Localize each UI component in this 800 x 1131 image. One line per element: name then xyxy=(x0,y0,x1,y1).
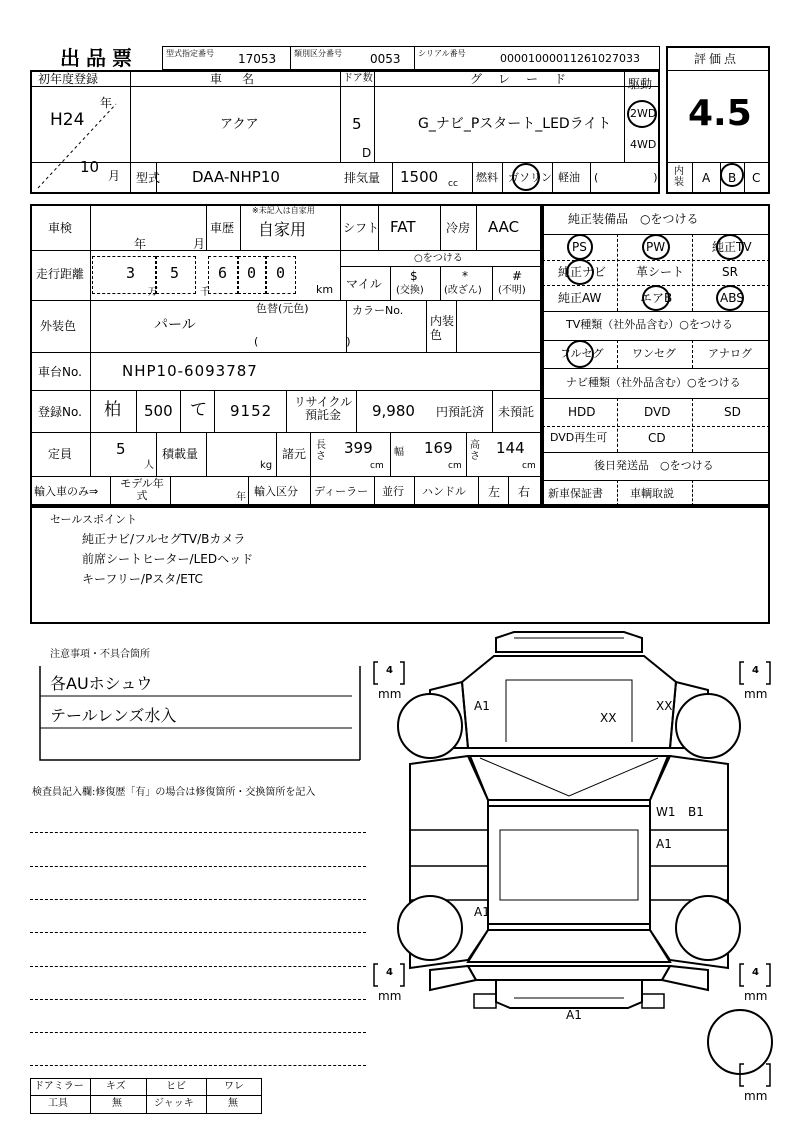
ac-value: AAC xyxy=(488,218,520,236)
sales-line-3: キーフリー/Pスタ/ETC xyxy=(82,572,203,586)
length-label: 長さ xyxy=(316,440,326,462)
mile-label: マイル xyxy=(346,277,382,291)
type-designation-label: 型式指定番号 xyxy=(166,49,214,58)
handle-label: ハンドル xyxy=(422,485,466,498)
tire-unit-spare: mm xyxy=(744,1089,768,1103)
equip-tv: 純正TV xyxy=(712,240,752,254)
inspection-month-char: 月 xyxy=(193,237,206,251)
tire-depth-rear-right: 4 xyxy=(752,967,759,978)
chassis-value: NHP10-6093787 xyxy=(122,362,258,380)
interior-b-circle xyxy=(720,163,744,187)
mileage-digit-2: 5 xyxy=(170,264,180,282)
tire-depth-front-right: 4 xyxy=(752,665,759,676)
first-reg-year-char: 年 xyxy=(100,96,113,110)
mileage-digit-4: 0 xyxy=(247,264,257,282)
sales-title: セールスポイント xyxy=(50,513,138,526)
drive-4wd: 4WD xyxy=(630,138,657,151)
recycle-not: 未預託 xyxy=(498,405,535,419)
registration-label: 登録No. xyxy=(38,405,82,419)
mileage-man-char: 万 xyxy=(148,287,158,298)
drive-2wd-circle xyxy=(627,100,657,128)
first-reg-era: H24 xyxy=(50,110,85,130)
model-year-unit: 年 xyxy=(236,492,246,503)
car-damage-diagram xyxy=(370,630,780,1110)
import-label: 輸入車のみ⇒ xyxy=(34,485,99,498)
ac-label: 冷房 xyxy=(446,221,471,235)
registration-area: 柏 xyxy=(104,400,121,420)
interior-label: 内装 xyxy=(674,166,684,188)
doors-label: ドア数 xyxy=(343,73,373,84)
mile-unknown-symbol: # xyxy=(512,269,523,283)
serial-value: 00001000011261027033 xyxy=(500,52,640,65)
interior-b: B xyxy=(728,171,737,185)
score-label: 評価点 xyxy=(694,52,740,66)
notes-line-2: テールレンズ水入 xyxy=(50,706,177,725)
capacity-value: 5 xyxy=(116,440,126,458)
car-name-label: 車 名 xyxy=(210,72,259,86)
navi-title: ナビ種類（社外品含む）○をつける xyxy=(566,376,741,389)
model-label: 型式 xyxy=(136,171,161,185)
damage-mark-front-left-fender: A1 xyxy=(474,699,490,713)
fuel-gasoline: ガソリン xyxy=(508,171,552,184)
color-no-label: カラーNo. xyxy=(352,304,404,317)
mileage-km-unit: km xyxy=(316,283,334,296)
table-header-break: ワレ xyxy=(224,1081,244,1092)
tire-unit-front-right: mm xyxy=(744,687,768,701)
damage-mark-front-right-fender: XX xyxy=(656,699,673,713)
width-label: 幅 xyxy=(394,447,404,458)
displacement-unit: cc xyxy=(448,179,458,189)
width-unit: cm xyxy=(448,461,462,471)
drive-2wd: 2WD xyxy=(630,107,657,120)
mileage-digits xyxy=(90,250,340,300)
equip-tv-circle xyxy=(716,234,744,260)
sales-line-1: 純正ナビ/フルセグTV/Bカメラ xyxy=(82,532,246,546)
mile-swap-label: (交換) xyxy=(396,285,424,296)
mileage-digit-5: 0 xyxy=(276,264,286,282)
tire-unit-rear-right: mm xyxy=(744,989,768,1003)
score-value: 4.5 xyxy=(688,93,752,134)
mileage-digit-1: 3 xyxy=(126,264,136,282)
history-note: ※未記入は自家用 xyxy=(252,206,315,215)
chassis-label: 車台No. xyxy=(38,365,82,379)
repaint-paren: ( ) xyxy=(254,335,351,348)
equip-leather: 革シート xyxy=(636,265,685,279)
tv-fullseg-circle xyxy=(566,340,594,368)
recycle-value: 9,980 xyxy=(372,402,415,420)
tire-bracket-spare xyxy=(738,1062,772,1092)
inspector-lines xyxy=(30,832,366,1072)
fuel-other: ( ) xyxy=(594,171,658,184)
table-cell-jack: ジャッキ xyxy=(154,1098,194,1109)
category-value: 0053 xyxy=(370,52,401,66)
notes-title: 注意事項・不具合箇所 xyxy=(50,649,150,660)
fuel-diesel: 軽油 xyxy=(558,171,580,184)
width-value: 169 xyxy=(424,439,453,457)
equip-ps: PS xyxy=(572,240,587,254)
dealer-label: ディーラー xyxy=(314,485,369,498)
recycle-label: リサイクル預託金 xyxy=(293,395,353,422)
mile-unknown-label: (不明) xyxy=(498,285,526,296)
inspection-year-char: 年 xyxy=(134,237,147,251)
displacement-label: 排気量 xyxy=(344,171,381,185)
navi-sd: SD xyxy=(724,405,741,419)
sales-line-2: 前席シートヒーター/LEDヘッド xyxy=(82,552,254,566)
later-title: 後日発送品 ○をつける xyxy=(594,459,714,472)
equip-ps-circle xyxy=(567,234,593,260)
handle-left: 左 xyxy=(488,485,501,499)
tire-unit-rear-left: mm xyxy=(378,989,402,1003)
form-title: 出品票 xyxy=(60,46,138,70)
table-cell-tools-value: 無 xyxy=(112,1098,122,1109)
registration-number: 9152 xyxy=(230,402,273,420)
serial-label: シリアル番号 xyxy=(418,49,466,58)
damage-mark-right-glass: W1 xyxy=(656,805,676,819)
shift-value: FAT xyxy=(390,218,416,236)
load-label: 積載量 xyxy=(162,447,199,461)
notes-line-1: 各AUホシュウ xyxy=(50,674,153,693)
navi-dvd: DVD xyxy=(644,405,671,419)
history-value: 自家用 xyxy=(258,220,307,239)
first-reg-diagonal xyxy=(32,88,128,192)
height-label: 高さ xyxy=(470,440,480,462)
mileage-digit-3: 6 xyxy=(218,264,228,282)
table-header-crack: ヒビ xyxy=(166,1081,186,1092)
tv-analog: アナログ xyxy=(708,347,752,360)
tv-oneseg: ワンセグ xyxy=(632,347,676,360)
interior-color-label: 内装色 xyxy=(430,314,455,342)
equip-airbag: エアB xyxy=(640,291,673,305)
damage-mark-right-dent: B1 xyxy=(688,805,704,819)
height-value: 144 xyxy=(496,439,525,457)
load-unit: kg xyxy=(260,460,273,471)
repaint-label: 色替(元色) xyxy=(256,302,309,315)
height-unit: cm xyxy=(522,461,536,471)
drive-label: 駆動 xyxy=(628,77,653,91)
exterior-label: 外装色 xyxy=(40,319,77,333)
tv-fullseg: フルセグ xyxy=(560,347,604,360)
capacity-unit: 人 xyxy=(144,460,154,471)
equip-abs-circle xyxy=(716,285,744,311)
doors-suffix: D xyxy=(362,146,372,160)
exterior-value: パール xyxy=(154,317,196,333)
doors-value: 5 xyxy=(352,115,362,133)
import-class-label: 輸入区分 xyxy=(254,485,298,498)
inspection-label: 車検 xyxy=(48,221,73,235)
parallel-label: 並行 xyxy=(382,485,404,498)
equip-pw: PW xyxy=(646,240,666,254)
interior-a: A xyxy=(702,171,711,185)
tv-title: TV種類（社外品含む）○をつける xyxy=(566,318,733,331)
damage-mark-right-rear-door: A1 xyxy=(656,837,672,851)
mileage-sen-char: 千 xyxy=(200,287,210,298)
inspector-title: 検査員記入欄:修復歴「有」の場合は修復箇所・交換箇所を記入 xyxy=(32,787,316,798)
registration-kana: て xyxy=(190,400,207,420)
table-header-mirror: ドアミラー xyxy=(34,1081,84,1092)
equip-pw-circle xyxy=(642,234,670,260)
tire-depth-front-left: 4 xyxy=(386,665,393,676)
damage-mark-rear-bumper: A1 xyxy=(566,1008,582,1022)
navi-hdd: HDD xyxy=(568,405,596,419)
damage-mark-hood: XX xyxy=(600,711,617,725)
model-value: DAA-NHP10 xyxy=(192,168,280,186)
category-label: 類別区分番号 xyxy=(294,49,342,58)
vehicle-manual: 車輌取説 xyxy=(630,487,674,500)
length-value: 399 xyxy=(344,439,373,457)
fuel-label: 燃料 xyxy=(476,171,498,184)
registration-class: 500 xyxy=(144,402,173,420)
table-cell-jack-value: 無 xyxy=(228,1098,238,1109)
length-unit: cm xyxy=(370,461,384,471)
first-reg-month: 10 xyxy=(80,158,100,176)
equip-aw: 純正AW xyxy=(558,291,602,305)
mile-tamper-symbol: * xyxy=(462,269,468,283)
mile-swap-symbol: $ xyxy=(410,269,418,283)
genuine-title: 純正装備品 ○をつける xyxy=(568,212,699,226)
shift-label: シフト xyxy=(343,221,380,235)
dvd-playback: DVD再生可 xyxy=(550,431,608,444)
car-name-value: アクア xyxy=(220,117,259,132)
first-reg-month-char: 月 xyxy=(108,169,121,183)
equip-airbag-circle xyxy=(640,285,673,311)
equip-sr: SR xyxy=(722,265,738,279)
type-designation-value: 17053 xyxy=(238,52,277,66)
tire-unit-front-left: mm xyxy=(378,687,402,701)
warranty-book: 新車保証書 xyxy=(548,487,603,500)
tire-depth-rear-left: 4 xyxy=(386,967,393,978)
mile-circle-note: ○をつける xyxy=(414,253,463,264)
equip-navi: 純正ナビ xyxy=(558,265,607,279)
grade-label: グ レ ー ド xyxy=(470,72,569,86)
displacement-value: 1500 xyxy=(400,168,439,186)
history-label: 車歴 xyxy=(210,221,235,235)
table-header-scratch: キズ xyxy=(106,1081,126,1092)
recycle-unit: 円預託済 xyxy=(436,405,485,419)
table-cell-tools: 工具 xyxy=(48,1098,68,1109)
equip-abs: ABS xyxy=(720,291,744,305)
fuel-gasoline-circle xyxy=(512,163,540,191)
mileage-label: 走行距離 xyxy=(36,267,85,281)
grade-value: G_ナビ_Pスタート_LEDライト xyxy=(418,116,612,132)
model-year-label: モデル年式 xyxy=(120,477,164,502)
handle-right: 右 xyxy=(518,485,531,499)
cd-label: CD xyxy=(648,431,666,445)
damage-mark-left-quarter: A1 xyxy=(474,905,490,919)
equip-navi-circle xyxy=(566,259,594,285)
dims-label: 諸元 xyxy=(282,447,307,461)
mile-tamper-label: (改ざん) xyxy=(444,285,482,296)
capacity-label: 定員 xyxy=(48,447,73,461)
first-reg-label: 初年度登録 xyxy=(38,72,99,86)
interior-c: C xyxy=(752,171,761,185)
